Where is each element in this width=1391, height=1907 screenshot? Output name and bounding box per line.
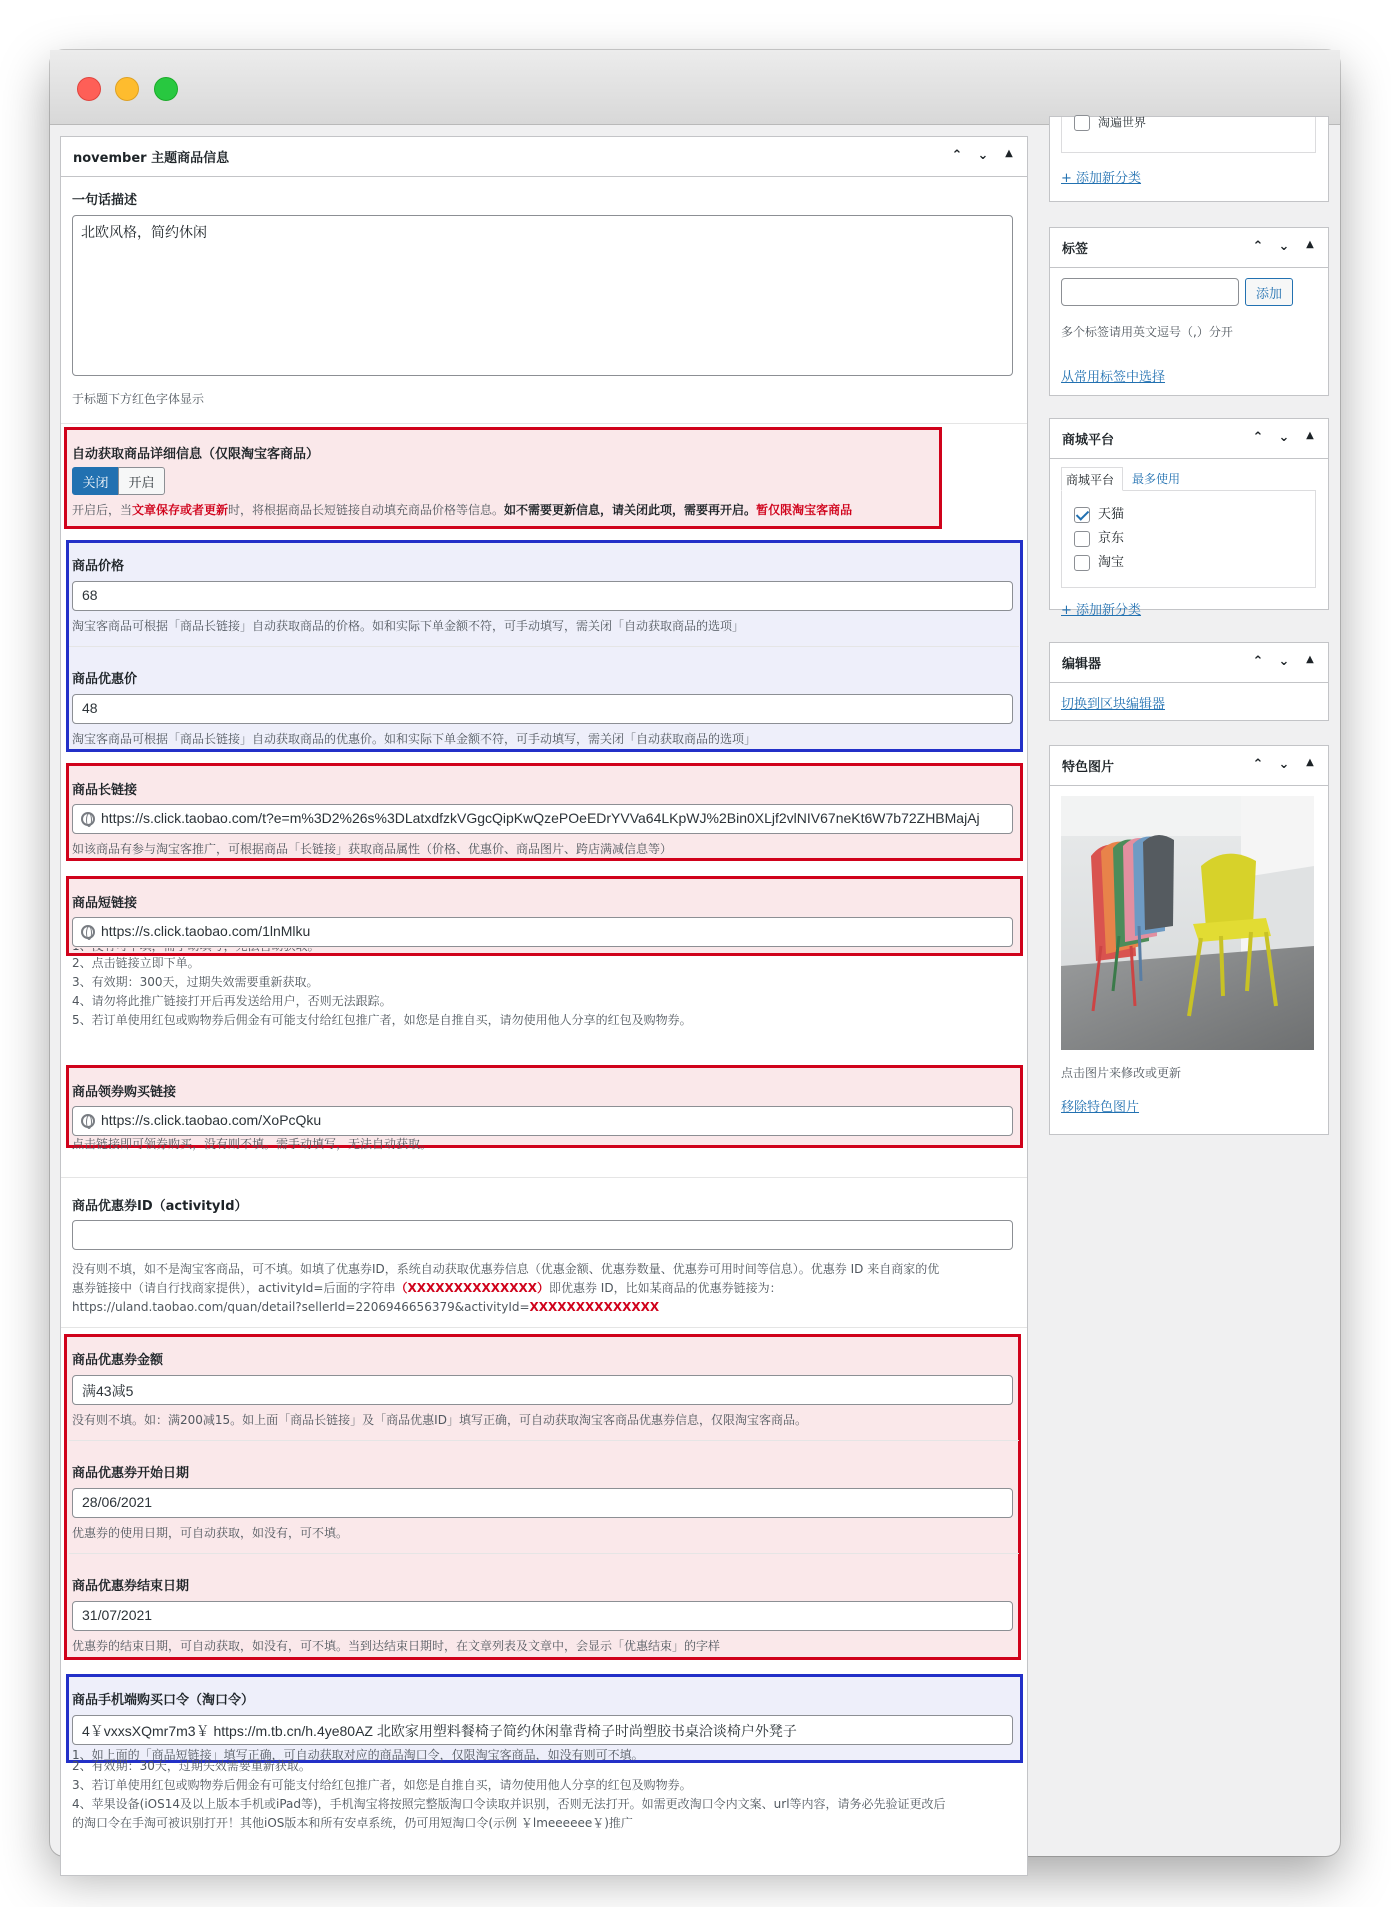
sale-price-hint: 淘宝客商品可根据「商品长链接」自动获取商品的优惠价。如和实际下单金额不符，可手动填写，需关闭「自动获取商品的选项」 bbox=[72, 732, 757, 746]
editor-box bbox=[1049, 642, 1329, 721]
coupon-id-input[interactable] bbox=[72, 1220, 1013, 1250]
add-platform-link[interactable]: + 添加新分类 bbox=[1061, 603, 1142, 618]
tag-input[interactable] bbox=[1061, 278, 1239, 306]
price-hint: 淘宝客商品可根据「商品长链接」自动获取商品的价格。如和实际下单金额不符，可手动填写，需关闭「自动获取商品的选项」 bbox=[72, 619, 745, 633]
platform-title: 商城平台 bbox=[1062, 433, 1115, 448]
featured-image-box bbox=[1049, 745, 1329, 1135]
price-label: 商品价格 bbox=[72, 559, 125, 574]
move-up-icon[interactable]: ⌃ bbox=[951, 148, 963, 163]
sale-price-label: 商品优惠价 bbox=[72, 672, 138, 687]
add-tag-button[interactable]: 添加 bbox=[1245, 278, 1293, 306]
desc-textarea[interactable]: 北欧风格，简约休闲 bbox=[72, 215, 1013, 376]
price-input[interactable]: 68 bbox=[72, 581, 1013, 611]
coupon-link-hint: 点击链接即可领券购买，没有则不填。需手动填写，无法自动获取。 bbox=[72, 1137, 433, 1151]
auto-fetch-off-button[interactable]: 关闭 bbox=[72, 467, 119, 495]
checkbox-checked[interactable] bbox=[1074, 507, 1090, 523]
coupon-start-label: 商品优惠券开始日期 bbox=[72, 1466, 190, 1481]
choose-tags-link[interactable]: 从常用标签中选择 bbox=[1061, 370, 1166, 385]
collapse-icon[interactable]: ▲ bbox=[1306, 654, 1314, 665]
coupon-id-hint: 没有则不填，如不是淘宝客商品，可不填。如填了优惠券ID，系统自动获取优惠券信息（优惠金额、优惠券数量、优惠券可用时间等信息）。优惠券 ID 来自商家的优 惠券链接中（请自行找商家提供），activityId=后面的字符串（XXXXXXXXXXXXXX）即优惠券 ID，比如某商品的优惠券链接为： https://uland.taobao.com/quan/detail?sellerId=2206946656379&activityId=XXXXXXXXXXXXXX bbox=[72, 1262, 940, 1314]
close-window-button[interactable] bbox=[77, 77, 101, 101]
featured-title: 特色图片 bbox=[1062, 760, 1115, 775]
move-down-icon[interactable]: ⌄ bbox=[1278, 757, 1290, 772]
category-box bbox=[1049, 116, 1329, 202]
collapse-icon[interactable]: ▲ bbox=[1005, 148, 1013, 159]
platform-list bbox=[1061, 490, 1316, 588]
globe-icon bbox=[81, 1114, 95, 1128]
coupon-end-label: 商品优惠券结束日期 bbox=[72, 1579, 190, 1594]
desc-hint: 于标题下方红色字体显示 bbox=[72, 392, 205, 406]
globe-icon bbox=[81, 925, 95, 939]
short-link-label: 商品短链接 bbox=[72, 896, 138, 911]
tags-hint: 多个标签请用英文逗号（,）分开 bbox=[1061, 325, 1233, 339]
long-link-hint: 如该商品有参与淘宝客推广，可根据商品「长链接」获取商品属性（价格、优惠价、商品图片、跨店满减信息等） bbox=[72, 842, 673, 856]
coupon-amount-input[interactable]: 满43减5 bbox=[72, 1375, 1013, 1405]
move-down-icon[interactable]: ⌄ bbox=[1278, 430, 1290, 445]
long-link-input[interactable]: https://s.click.taobao.com/t?e=m%3D2%26s%3DLatxdfzkVGgcQipKwQzePOeEDrYVVa64LKpWJ%2Bin0XLjf2vlNIV67neKt6W7b72ZHBMajAj bbox=[72, 804, 1013, 834]
app-window bbox=[50, 50, 1340, 1856]
collapse-icon[interactable]: ▲ bbox=[1306, 430, 1314, 441]
tags-box bbox=[1049, 227, 1329, 396]
meta-box-title: november 主题商品信息 bbox=[73, 151, 230, 166]
move-up-icon[interactable]: ⌃ bbox=[1252, 430, 1264, 445]
tkl-notes: 1、如上面的「商品短链接」填写正确，可自动获取对应的商品淘口令，仅限淘宝客商品，如没有则可不填。 2、有效期：30天，过期失效需要重新获取。 3、若订单使用红包或购物券后佣金有可能支付给红包推广者，如您是自推自买，请勿使用他人分享的红包及购物券。 4、苹果设备(iOS14及以上版本手机或iPad等)，手机淘宝将按照完整版淘口令读取并识别，否则无法打开。如需更改淘口令内文案、url等内容，请务必先验证更改后 的淘口令在手淘可被识别打开！其他iOS版本和所有安卓系统，仍可用短淘口令(示例 ￥lmeeeeee￥)推广 bbox=[72, 1748, 946, 1830]
product-meta-box bbox=[60, 136, 1028, 1876]
desc-label: 一句话描述 bbox=[72, 193, 138, 208]
move-down-icon[interactable]: ⌄ bbox=[977, 148, 989, 163]
sale-price-input[interactable]: 48 bbox=[72, 694, 1013, 724]
coupon-link-label: 商品领券购买链接 bbox=[72, 1085, 177, 1100]
meta-box-header bbox=[61, 137, 1027, 177]
platform-item-tmall[interactable]: 天猫 bbox=[1074, 503, 1303, 527]
coupon-id-label: 商品优惠券ID（activityId） bbox=[72, 1199, 248, 1214]
checkbox[interactable] bbox=[1074, 531, 1090, 547]
move-up-icon[interactable]: ⌃ bbox=[1252, 654, 1264, 669]
category-checkbox[interactable] bbox=[1074, 115, 1090, 131]
tkl-label: 商品手机端购买口令（淘口令） bbox=[72, 1693, 255, 1708]
auto-fetch-hint: 开启后，当文章保存或者更新时，将根据商品长短链接自动填充商品价格等信息。如不需要更新信息，请关闭此项，需要再开启。暂仅限淘宝客商品 bbox=[72, 503, 853, 517]
zoom-window-button[interactable] bbox=[154, 77, 178, 101]
minimize-window-button[interactable] bbox=[115, 77, 139, 101]
coupon-start-hint: 优惠券的使用日期，可自动获取，如没有，可不填。 bbox=[72, 1526, 349, 1540]
coupon-link-input[interactable]: https://s.click.taobao.com/XoPcQku bbox=[72, 1106, 1013, 1136]
add-category-link[interactable]: + 添加新分类 bbox=[1061, 171, 1142, 186]
platform-item-jd[interactable]: 京东 bbox=[1074, 527, 1303, 551]
coupon-end-hint: 优惠券的结束日期，可自动获取，如没有，可不填。当到达结束日期时，在文章列表及文章中，会显示「优惠结束」的字样 bbox=[72, 1639, 721, 1653]
category-list: 淘遍世界 bbox=[1061, 117, 1316, 153]
coupon-end-input[interactable]: 31/07/2021 bbox=[72, 1601, 1013, 1631]
titlebar bbox=[50, 50, 1340, 125]
platform-box bbox=[1049, 418, 1329, 618]
editor-content bbox=[50, 115, 1340, 1856]
auto-fetch-label: 自动获取商品详细信息（仅限淘宝客商品） bbox=[72, 447, 320, 462]
editor-title: 编辑器 bbox=[1062, 657, 1102, 672]
collapse-icon[interactable]: ▲ bbox=[1306, 757, 1314, 768]
coupon-start-input[interactable]: 28/06/2021 bbox=[72, 1488, 1013, 1518]
platform-item-taobao[interactable]: 淘宝 bbox=[1074, 551, 1303, 575]
move-up-icon[interactable]: ⌃ bbox=[1252, 239, 1264, 254]
coupon-amount-label: 商品优惠券金额 bbox=[72, 1353, 164, 1368]
move-up-icon[interactable]: ⌃ bbox=[1252, 757, 1264, 772]
short-link-notes: 2、点击链接立即下单。 3、有效期：300天，过期失效需要重新获取。 4、请勿将此推广链接打开后再发送给用户，否则无法跟踪。 5、若订单使用红包或购物券后佣金有可能支付给红包推广者，如您是自推自买，请勿使用他人分享的红包及购物券。 bbox=[72, 956, 692, 1027]
tab-most-used[interactable]: 最多使用 bbox=[1132, 472, 1181, 486]
featured-image[interactable] bbox=[1061, 796, 1314, 1050]
short-link-input[interactable]: https://s.click.taobao.com/1lnMlku bbox=[72, 917, 1013, 947]
move-down-icon[interactable]: ⌄ bbox=[1278, 239, 1290, 254]
featured-hint: 点击图片来修改或更新 bbox=[1061, 1066, 1182, 1080]
long-link-label: 商品长链接 bbox=[72, 783, 138, 798]
tkl-input[interactable]: 4￥vxxsXQmr7m3￥ https://m.tb.cn/h.4ye80AZ 北欧家用塑料餐椅子简约休闲靠背椅子时尚塑胶书桌洽谈椅户外凳子 bbox=[72, 1715, 1013, 1745]
checkbox[interactable] bbox=[1074, 555, 1090, 571]
remove-featured-link[interactable]: 移除特色图片 bbox=[1061, 1100, 1140, 1115]
auto-fetch-on-button[interactable]: 开启 bbox=[118, 467, 165, 495]
collapse-icon[interactable]: ▲ bbox=[1306, 239, 1314, 250]
globe-icon bbox=[81, 812, 95, 826]
coupon-amount-hint: 没有则不填。如：满200减15。如上面「商品长链接」及「商品优惠ID」填写正确，可自动获取淘宝客商品优惠券信息，仅限淘宝客商品。 bbox=[72, 1413, 807, 1427]
switch-block-editor-link[interactable]: 切换到区块编辑器 bbox=[1061, 697, 1166, 712]
tab-all-platforms[interactable]: 商城平台 bbox=[1061, 467, 1123, 491]
move-down-icon[interactable]: ⌄ bbox=[1278, 654, 1290, 669]
chairs-image bbox=[1061, 796, 1314, 1050]
tags-title: 标签 bbox=[1062, 242, 1089, 257]
